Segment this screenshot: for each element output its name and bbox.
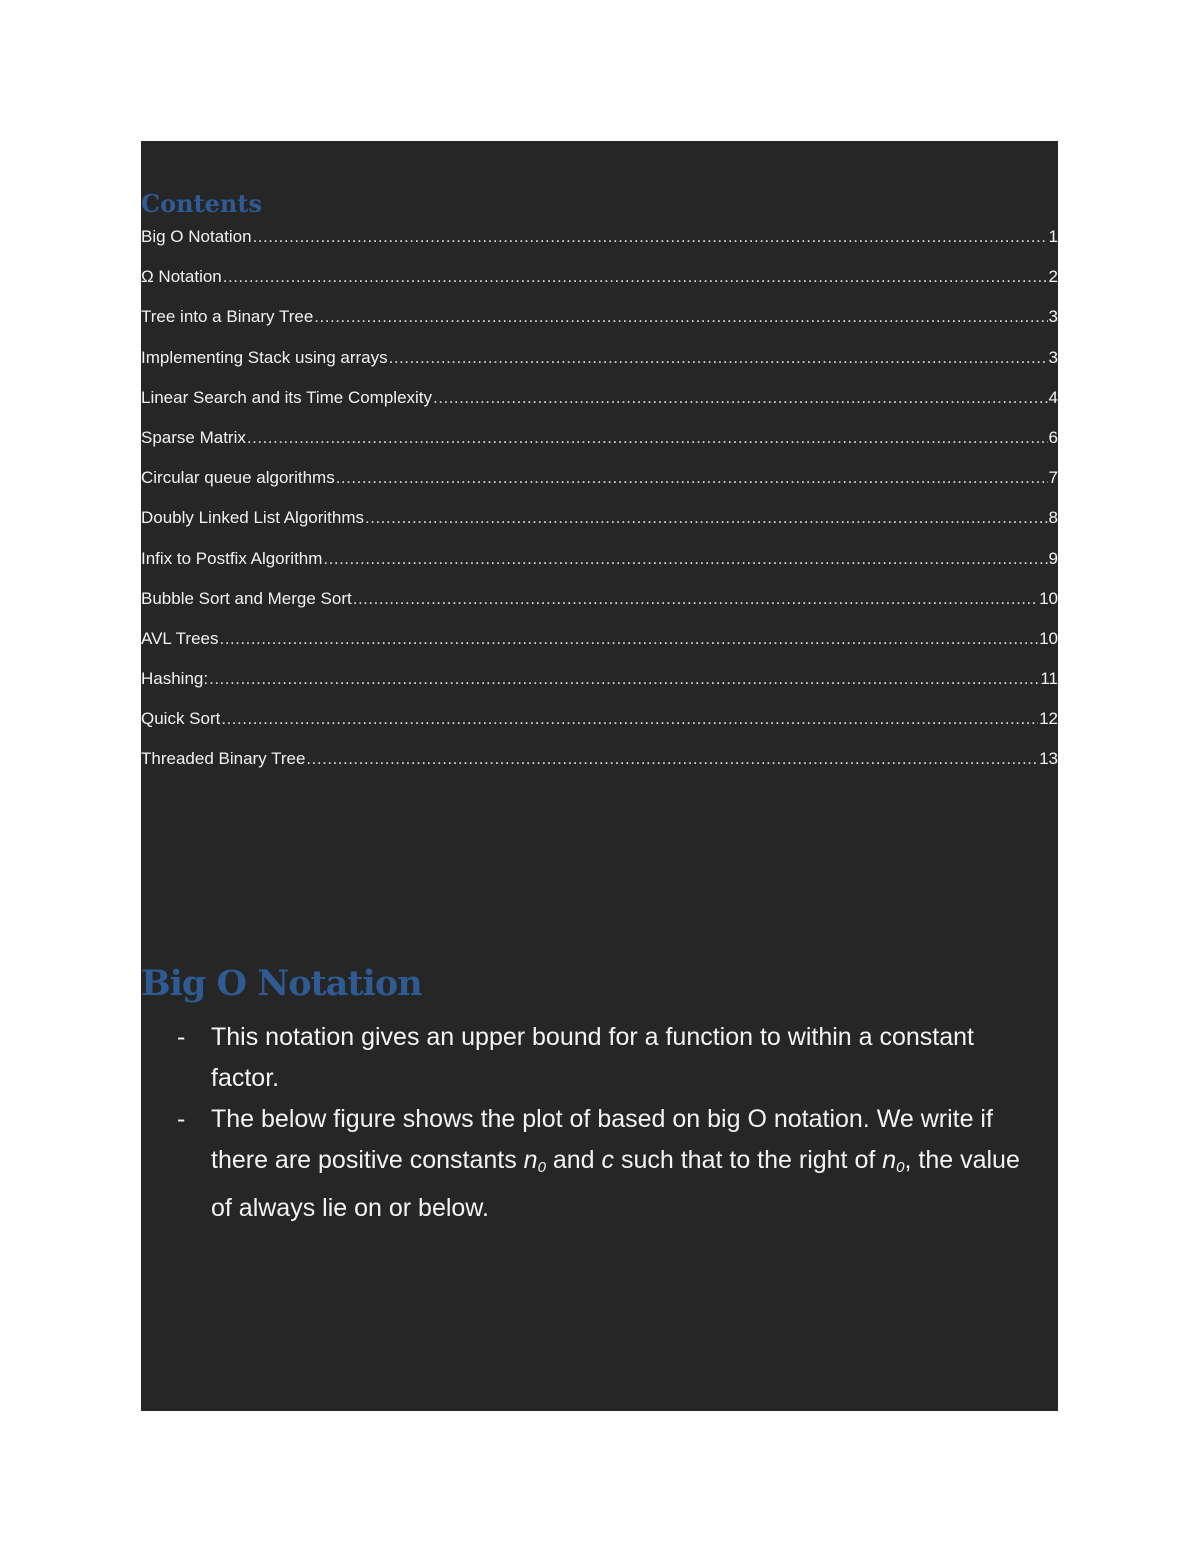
toc-entry-label: Tree into a Binary Tree	[141, 307, 314, 327]
toc-entry-label: Infix to Postfix Algorithm	[141, 548, 323, 568]
toc-page-number: 3	[1048, 307, 1058, 327]
toc-page-number: 9	[1048, 548, 1058, 568]
toc-leader-dots	[253, 227, 1048, 247]
math-variable: n	[882, 1146, 897, 1174]
toc-entry-label: Bubble Sort and Merge Sort	[141, 588, 352, 608]
bullet-marker: -	[177, 1023, 186, 1051]
toc-entry[interactable]	[141, 549, 1058, 589]
toc-entry-label: Threaded Binary Tree	[141, 749, 306, 769]
toc-entry[interactable]	[141, 629, 1058, 669]
bullet-text: This notation gives an upper bound for a function to within a constant factor.	[211, 1023, 974, 1092]
subscript: 0	[896, 1159, 905, 1176]
toc-leader-dots	[209, 669, 1039, 689]
toc-entry[interactable]	[141, 348, 1058, 388]
toc-entry-label: Quick Sort	[141, 709, 221, 729]
toc-leader-dots	[314, 307, 1047, 327]
table-of-contents	[141, 227, 1058, 790]
toc-entry-label: Linear Search and its Time Complexity	[141, 387, 433, 407]
list-item	[177, 1099, 1047, 1229]
toc-leader-dots	[219, 629, 1038, 649]
toc-leader-dots	[365, 508, 1048, 528]
text-segment: and	[545, 1146, 602, 1174]
subscript: 0	[537, 1159, 546, 1176]
text-segment: , the value of always lie on or below.	[211, 1146, 1020, 1222]
toc-entry-label: Circular queue algorithms	[141, 468, 335, 488]
toc-leader-dots	[247, 428, 1048, 448]
list-item	[177, 1017, 1047, 1099]
toc-entry-label: Ω Notation	[141, 267, 222, 287]
bullet-marker: -	[177, 1105, 186, 1133]
section-heading: Big O Notation	[141, 963, 422, 1004]
toc-leader-dots	[323, 549, 1047, 569]
toc-entry[interactable]	[141, 267, 1058, 307]
toc-page-number: 4	[1048, 387, 1058, 407]
toc-entry[interactable]	[141, 709, 1058, 749]
text-segment: such that to the right of	[614, 1146, 883, 1174]
toc-leader-dots	[336, 468, 1048, 488]
text-segment: The below figure shows the plot of based on big O notation. We write if there are positive constants	[211, 1105, 993, 1174]
toc-entry[interactable]	[141, 589, 1058, 629]
toc-entry-label: Hashing:	[141, 669, 209, 689]
toc-entry[interactable]	[141, 749, 1058, 789]
toc-entry-label: Implementing Stack using arrays	[141, 347, 388, 367]
toc-page-number: 11	[1040, 669, 1058, 689]
toc-page-number: 10	[1039, 628, 1058, 648]
toc-leader-dots	[433, 388, 1048, 408]
toc-entry[interactable]	[141, 508, 1058, 548]
toc-entry-label: Big O Notation	[141, 227, 252, 246]
toc-entry[interactable]	[141, 388, 1058, 428]
toc-page-number: 10	[1039, 588, 1058, 608]
toc-page-number: 7	[1048, 468, 1058, 488]
toc-page-number: 1	[1048, 227, 1058, 246]
toc-entry-label: Sparse Matrix	[141, 427, 246, 447]
toc-leader-dots	[221, 709, 1038, 729]
toc-entry[interactable]	[141, 307, 1058, 347]
toc-page-number: 6	[1048, 427, 1058, 447]
math-variable: c	[601, 1146, 615, 1174]
toc-entry-label: AVL Trees	[141, 628, 219, 648]
toc-page-number: 12	[1039, 709, 1058, 729]
document-page	[141, 141, 1058, 1411]
toc-title: Contents	[141, 189, 262, 218]
bullet-text	[211, 1105, 1020, 1222]
toc-leader-dots	[353, 589, 1038, 609]
toc-entry[interactable]	[141, 468, 1058, 508]
toc-entry[interactable]	[141, 227, 1058, 267]
toc-page-number: 8	[1048, 508, 1058, 528]
math-variable: n	[523, 1146, 538, 1174]
bullet-list	[177, 1017, 1047, 1229]
toc-page-number: 2	[1048, 267, 1058, 287]
toc-leader-dots	[389, 348, 1048, 368]
toc-entry-label: Doubly Linked List Algorithms	[141, 508, 365, 528]
toc-entry[interactable]	[141, 428, 1058, 468]
toc-entry[interactable]	[141, 669, 1058, 709]
toc-leader-dots	[223, 267, 1048, 287]
toc-page-number: 13	[1039, 749, 1058, 769]
toc-leader-dots	[306, 749, 1038, 769]
toc-page-number: 3	[1048, 347, 1058, 367]
